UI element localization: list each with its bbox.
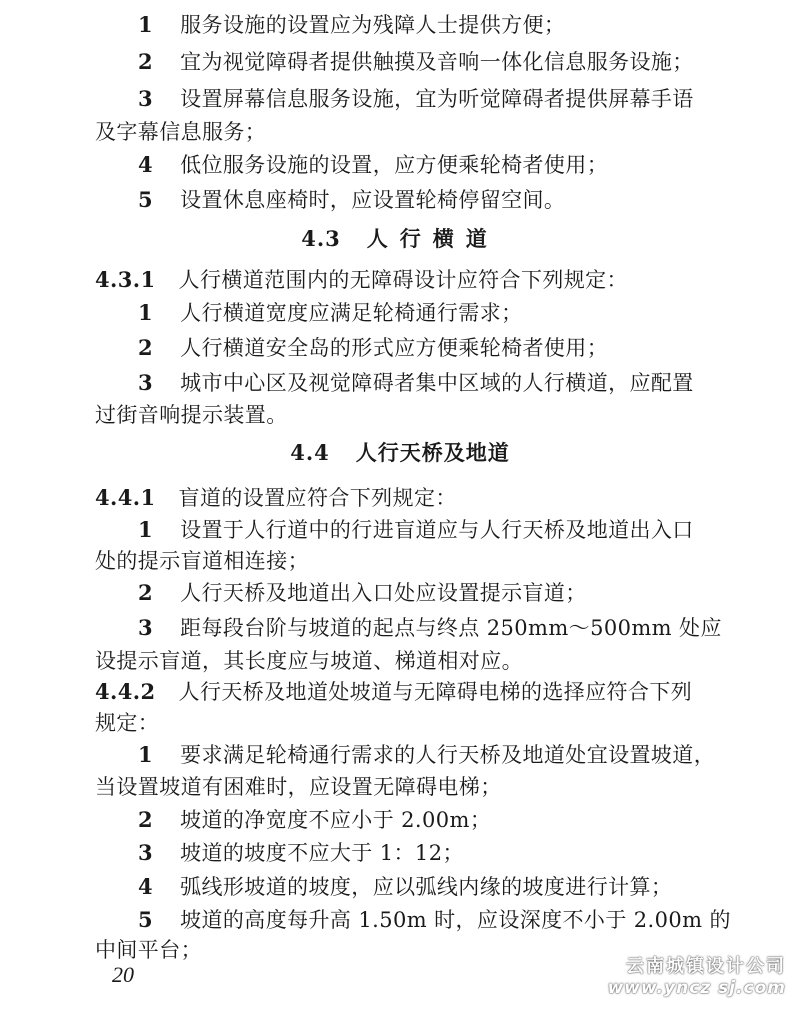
list-item-continuation [95, 646, 523, 676]
list-item [138, 613, 722, 643]
list-item [138, 740, 715, 770]
item-text: 规定： [95, 711, 160, 735]
clause [95, 265, 628, 295]
watermark [608, 952, 786, 998]
list-item [138, 515, 694, 545]
item-text: 坡道的坡度不应大于 1：12； [180, 841, 464, 865]
list-item [138, 298, 523, 328]
item-text: 服务设施的设置应为残障人士提供方便； [180, 13, 566, 37]
list-item [138, 805, 491, 835]
list-item [138, 333, 608, 363]
list-item-continuation [95, 546, 309, 576]
item-number: 2 [138, 580, 154, 605]
item-number: 3 [138, 840, 154, 865]
section-number: 4.4 [290, 440, 330, 465]
item-number: 1 [138, 517, 154, 542]
list-item-continuation [95, 935, 202, 965]
item-text: 人行横道安全岛的形式应方便乘轮椅者使用； [180, 336, 609, 360]
clause-number: 4.4.2 [95, 679, 156, 704]
item-text: 过街音响提示装置。 [95, 403, 288, 427]
item-text: 及字幕信息服务； [95, 120, 267, 144]
clause-number: 4.4.1 [95, 485, 156, 510]
clause [95, 677, 692, 707]
section-title: 人行天桥及地道 [355, 440, 510, 465]
item-text: 处的提示盲道相连接； [95, 549, 309, 573]
list-item [138, 838, 464, 868]
list-item-continuation [95, 117, 266, 147]
section-heading-4-3 [0, 224, 800, 254]
item-number: 1 [138, 12, 154, 37]
watermark-url: www.yncz sj.com [607, 978, 786, 998]
item-text: 低位服务设施的设置，应方便乘轮椅者使用； [180, 153, 609, 177]
clause-text: 人行天桥及地道处坡道与无障碍电梯的选择应符合下列 [178, 680, 693, 704]
item-number: 3 [138, 615, 154, 640]
item-number: 4 [138, 874, 154, 899]
item-text: 设置休息座椅时，应设置轮椅停留空间。 [180, 188, 566, 212]
item-text: 城市中心区及视觉障碍者集中区域的人行横道，应配置 [180, 371, 694, 395]
item-text: 人行横道宽度应满足轮椅通行需求； [180, 301, 523, 325]
item-number: 5 [138, 187, 154, 212]
list-item [138, 47, 694, 77]
item-number: 4 [138, 152, 154, 177]
item-text: 设置于人行道中的行进盲道应与人行天桥及地道出入口 [180, 518, 694, 542]
clause [95, 483, 457, 513]
section-heading-4-4 [0, 438, 800, 468]
item-text: 设提示盲道，其长度应与坡道、梯道相对应。 [95, 649, 523, 673]
list-item [138, 905, 731, 935]
item-text: 距每段台阶与坡道的起点与终点 250mm～500mm 处应 [180, 616, 722, 640]
section-title: 人行横道 [366, 226, 499, 251]
item-number: 1 [138, 300, 154, 325]
item-number: 2 [138, 49, 154, 74]
section-number: 4.3 [301, 226, 341, 251]
item-number: 2 [138, 807, 154, 832]
list-item [138, 872, 672, 902]
page-number: 20 [112, 962, 134, 987]
item-text: 宜为视觉障碍者提供触摸及音响一体化信息服务设施； [180, 50, 694, 74]
item-number: 5 [138, 907, 154, 932]
item-number: 3 [138, 86, 154, 111]
list-item-continuation [95, 708, 159, 738]
item-number: 3 [138, 370, 154, 395]
list-item [138, 10, 565, 40]
list-item-continuation [95, 400, 288, 430]
item-text: 坡道的净宽度不应小于 2.00m； [180, 808, 492, 832]
item-text: 弧线形坡道的坡度，应以弧线内缘的坡度进行计算； [180, 875, 673, 899]
item-number: 1 [138, 742, 154, 767]
clause-number: 4.3.1 [95, 267, 156, 292]
item-text: 中间平台； [95, 938, 202, 962]
list-item [138, 578, 587, 608]
item-text: 当设置坡道有困难时，应设置无障碍电梯； [95, 775, 502, 799]
watermark-company: 云南城镇设计公司 [626, 956, 786, 977]
item-text: 要求满足轮椅通行需求的人行天桥及地道处宜设置坡道， [180, 743, 716, 767]
clause-text: 盲道的设置应符合下列规定： [178, 486, 457, 510]
item-text: 坡道的高度每升高 1.50m 时，应设深度不小于 2.00m 的 [180, 908, 731, 932]
item-number: 2 [138, 335, 154, 360]
item-text: 设置屏幕信息服务设施，宜为听觉障碍者提供屏幕手语 [180, 87, 694, 111]
clause-text: 人行横道范围内的无障碍设计应符合下列规定： [178, 268, 628, 292]
list-item [138, 185, 565, 215]
list-item [138, 84, 694, 114]
item-text: 人行天桥及地道出入口处应设置提示盲道； [180, 581, 587, 605]
list-item [138, 368, 694, 398]
list-item [138, 150, 608, 180]
list-item-continuation [95, 772, 502, 802]
